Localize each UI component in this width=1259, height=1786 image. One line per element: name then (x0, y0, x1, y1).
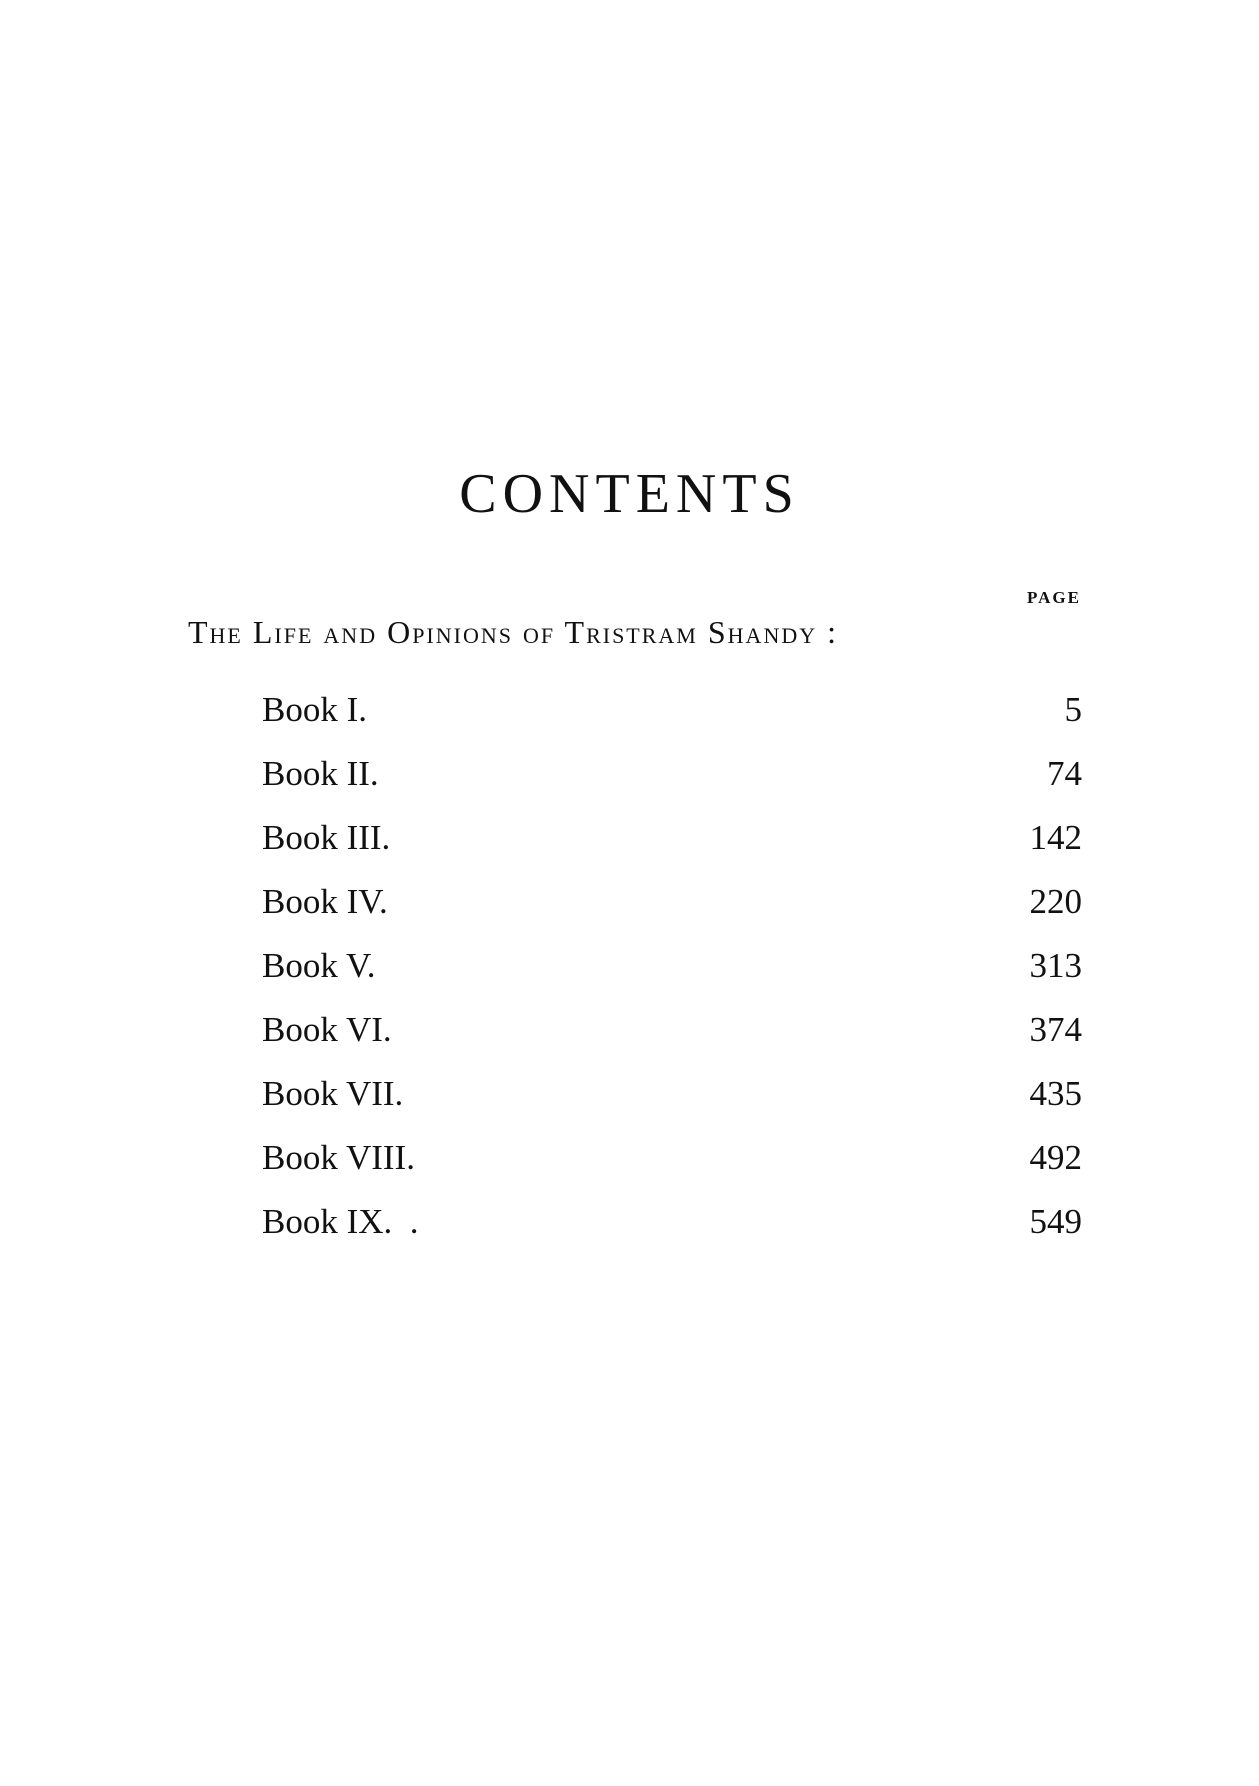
toc-entry-label: Book III. (262, 818, 391, 857)
toc-entry (262, 1202, 1082, 1266)
toc-entry (262, 1010, 1082, 1074)
toc-entry (262, 946, 1082, 1010)
toc-entry (262, 1138, 1082, 1202)
toc-entry-label: Book VIII. (262, 1138, 415, 1177)
toc-entry-label: Book I. (262, 690, 367, 729)
page-column-label: PAGE (1027, 588, 1081, 607)
toc-entry-page: 5 (1064, 690, 1082, 729)
toc-entry (262, 690, 1082, 754)
toc-entry-page: 313 (1029, 946, 1082, 985)
toc-entry-page: 142 (1029, 818, 1082, 857)
toc-entry (262, 818, 1082, 882)
work-title: The Life and Opinions of Tristram Shandy : (188, 614, 838, 650)
toc-list (262, 690, 1082, 1266)
toc-entry-page: 74 (1047, 754, 1082, 793)
toc-entry (262, 754, 1082, 818)
toc-entry (262, 1074, 1082, 1138)
page-title: CONTENTS (459, 463, 800, 525)
toc-entry-page: 492 (1029, 1138, 1082, 1177)
toc-entry-page: 549 (1029, 1202, 1082, 1241)
toc-entry (262, 882, 1082, 946)
toc-entry-label: Book IV. (262, 882, 388, 921)
toc-entry-label: Book VI. (262, 1010, 392, 1049)
toc-entry-label: Book II. (262, 754, 379, 793)
toc-entry-label: Book VII. (262, 1074, 404, 1113)
toc-entry-page: 374 (1029, 1010, 1082, 1049)
toc-entry-page: 435 (1029, 1074, 1082, 1113)
toc-entry-label: Book IX. . (262, 1202, 419, 1241)
toc-entry-label: Book V. (262, 946, 376, 985)
toc-entry-page: 220 (1029, 882, 1082, 921)
